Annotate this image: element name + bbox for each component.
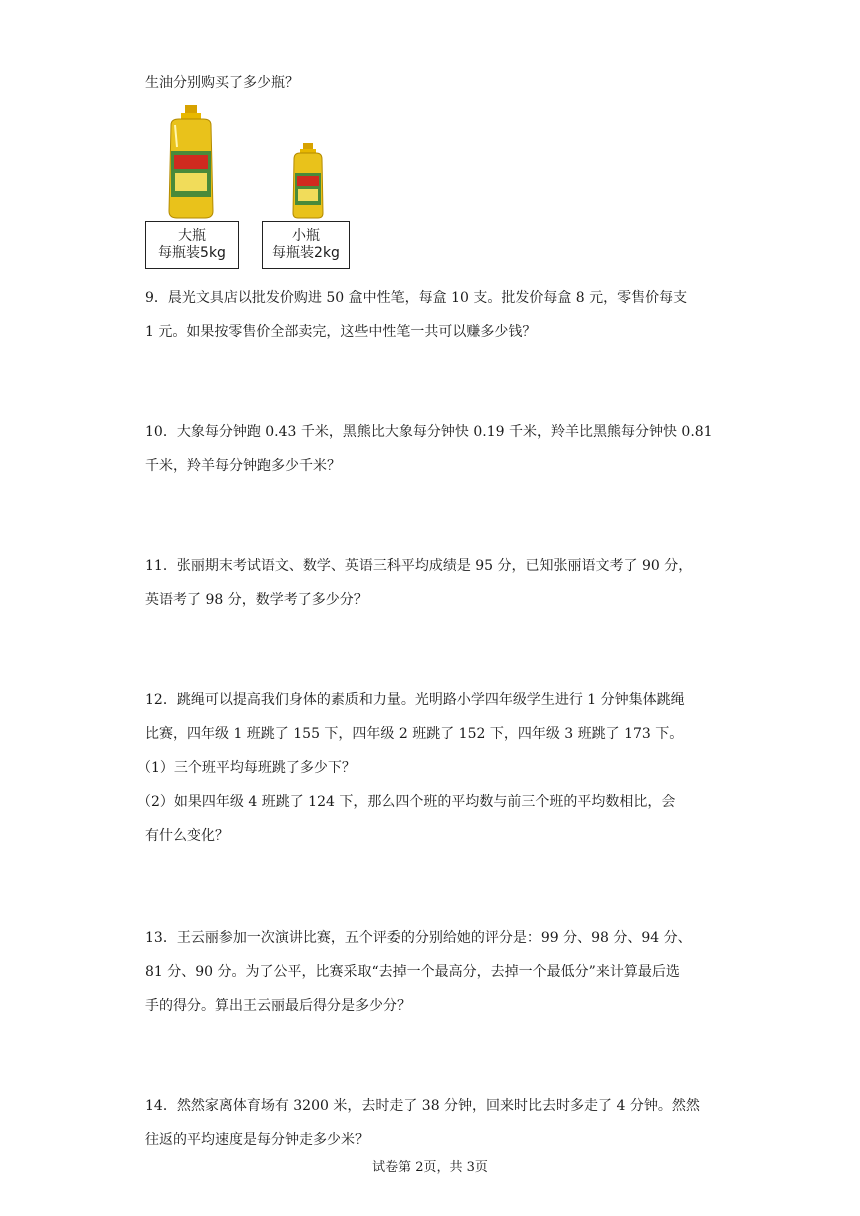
- q12-line1: 12．跳绳可以提高我们身体的素质和力量。光明路小学四年级学生进行 1 分钟集体跳绳: [145, 692, 685, 708]
- q13-line3: 手的得分。算出王云丽最后得分是多少分？: [145, 998, 411, 1014]
- big-oil-bottle-image: [165, 103, 217, 220]
- q13-line2: 81 分、90 分。为了公平，比赛采取“去掉一个最高分，去掉一个最低分”来计算最后选: [145, 964, 680, 980]
- q10-line2: 千米，羚羊每分钟跑多少千米？: [145, 458, 341, 474]
- q13-line1: 13．王云丽参加一次演讲比赛，五个评委的分别给她的评分是：99 分、98 分、94 分、: [145, 930, 692, 946]
- page-footer: 试卷第 2页，共 3页: [372, 1160, 488, 1175]
- small-oil-bottle-image: [290, 141, 326, 220]
- q11-line1: 11．张丽期末考试语文、数学、英语三科平均成绩是 95 分，已知张丽语文考了 90 分，: [145, 558, 693, 574]
- q14-line2: 往返的平均速度是每分钟走多少米？: [145, 1132, 369, 1148]
- q12-sub1: （1）三个班平均每班跳了多少下？: [137, 760, 356, 776]
- small-bottle-spec: 每瓶装2kg: [272, 245, 340, 261]
- q14-line1: 14．然然家离体育场有 3200 米，去时走了 38 分钟，回来时比去时多走了 4 分钟。然然: [145, 1098, 700, 1114]
- big-bottle-label-box: [145, 221, 239, 269]
- small-bottle-label: 小瓶: [292, 228, 320, 244]
- q12-line2: 比赛，四年级 1 班跳了 155 下，四年级 2 班跳了 152 下，四年级 3 班跳了 173 下。: [145, 726, 684, 742]
- q9-line1: 9．晨光文具店以批发价购进 50 盒中性笔，每盒 10 支。批发价每盒 8 元，零售价每支: [145, 290, 688, 306]
- q11-line2: 英语考了 98 分，数学考了多少分？: [145, 592, 368, 608]
- big-bottle-label: 大瓶: [178, 228, 206, 244]
- q10-line1: 10．大象每分钟跑 0.43 千米，黑熊比大象每分钟快 0.19 千米，羚羊比黑熊每分钟快 0.81: [145, 424, 713, 440]
- q12-sub2-cont: 有什么变化？: [145, 828, 229, 844]
- small-bottle-label-box: [262, 221, 350, 269]
- big-bottle-spec: 每瓶装5kg: [158, 245, 226, 261]
- q9-line2: 1 元。如果按零售价全部卖完，这些中性笔一共可以赚多少钱？: [145, 324, 537, 340]
- q12-sub2: （2）如果四年级 4 班跳了 124 下，那么四个班的平均数与前三个班的平均数相比，会: [137, 794, 676, 810]
- q8-tail: 生油分别购买了多少瓶？: [145, 75, 299, 91]
